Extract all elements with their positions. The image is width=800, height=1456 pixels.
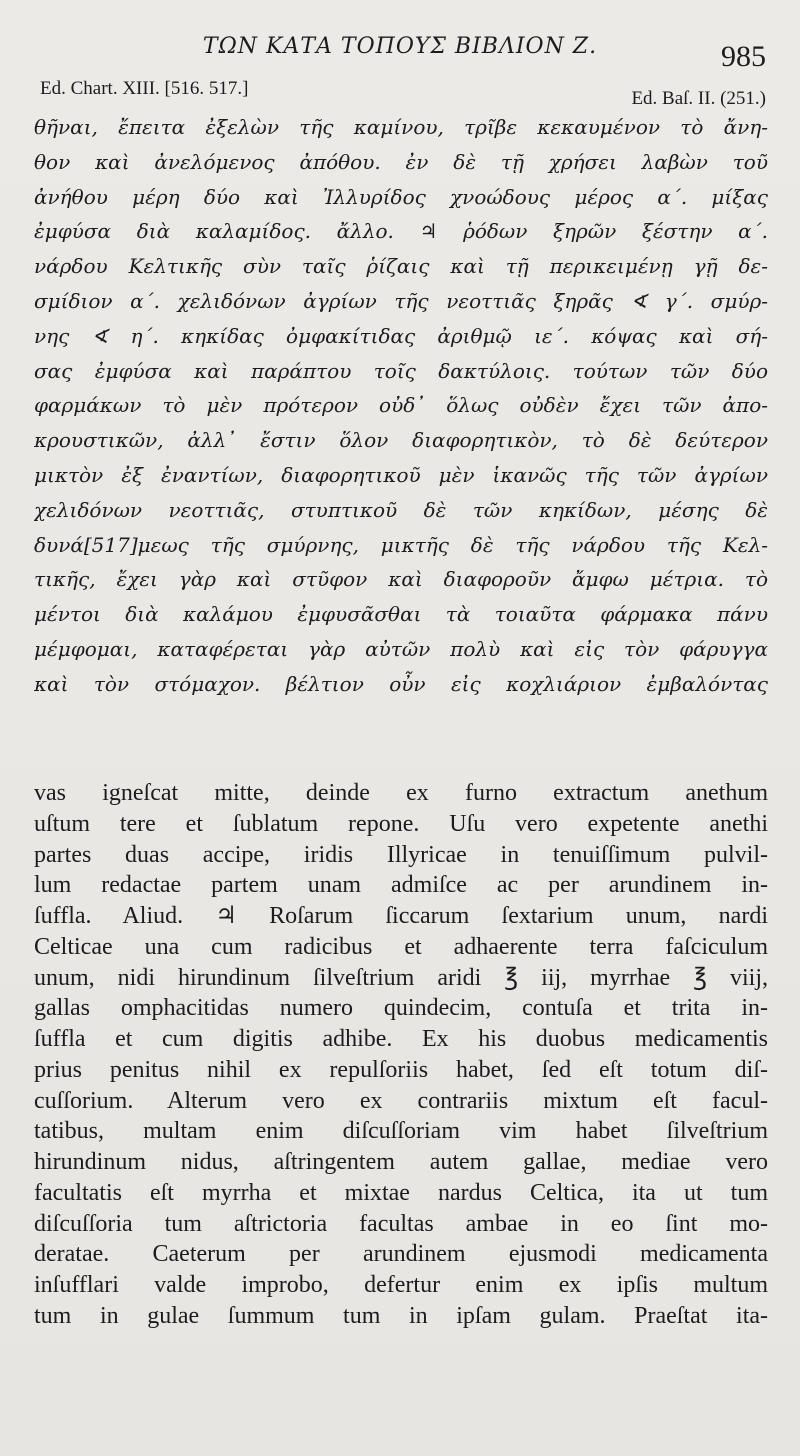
greek-line: μικτὸν ἐξ ἐναντίων, διαφορητικοῦ μὲν ἱκανῶς τῆς τῶν ἀγρίων bbox=[34, 462, 768, 487]
greek-line: μέντοι διὰ καλάμου ἐμφυσᾶσθαι τὰ τοιαῦτα φάρμακα πάνυ bbox=[34, 602, 768, 627]
greek-line: καὶ τὸν στόμαχον. βέλτιον οὖν εἰς κοχλιάριον ἐμβαλόντας bbox=[34, 671, 768, 696]
latin-line: gallas omphacitidas numero quindecim, contuſa et trita in- bbox=[34, 995, 768, 1022]
greek-line: σμίδιον α΄. χελιδόνων ἀγρίων τῆς νεοττιᾶς ξηρᾶς ∢ γ΄. σμύρ- bbox=[34, 288, 768, 313]
greek-line: σας ἐμφύσα καὶ παράπτου τοῖς δακτύλοις. τούτων τῶν δύο bbox=[34, 358, 768, 383]
latin-line: deratae. Caeterum per arundinem ejusmodi medicamenta bbox=[34, 1241, 768, 1268]
greek-line: μέμφομαι, καταφέρεται γὰρ αὐτῶν πολὺ καὶ εἰς τὸν φάρυγγα bbox=[34, 636, 768, 661]
latin-line: lum redactae partem unam admiſce ac per arundinem in- bbox=[34, 872, 768, 899]
latin-line: Celticae una cum radicibus et adhaerente terra faſciculum bbox=[34, 933, 768, 960]
latin-line: hirundinum nidus, aſtringentem autem gallae, mediae vero bbox=[34, 1149, 768, 1175]
greek-line: θον καὶ ἀνελόμενος ἀπόθου. ἐν δὲ τῇ χρήσει λαβὼν τοῦ bbox=[34, 149, 768, 174]
page-number: 985 bbox=[721, 40, 766, 73]
latin-line: unum, nidi hirundinum ſilveſtrium aridi ℥ iij, myrrhae ℥ viij, bbox=[34, 964, 768, 991]
greek-line: τικῆς, ἔχει γὰρ καὶ στῦφον καὶ διαφοροῦν ἄμφω μέτρια. τὸ bbox=[34, 567, 768, 592]
latin-line: diſcuſſoria tum aſtrictoria facultas ambae in eo ſint mo- bbox=[34, 1210, 768, 1237]
edition-basel-ref: Ed. Baſ. II. (251.) bbox=[631, 88, 766, 109]
edition-chartier-ref: Ed. Chart. XIII. [516. 517.] bbox=[40, 78, 249, 99]
latin-line: ſuffla. Aliud. ♃ Roſarum ſiccarum ſextarium unum, nardi bbox=[34, 903, 768, 929]
greek-line: ἀνήθου μέρη δύο καὶ Ἰλλυρίδος χνοώδους μέρος α΄. μίξας bbox=[34, 184, 768, 209]
greek-line: χελιδόνων νεοττιᾶς, στυπτικοῦ δὲ τῶν κηκίδων, μέσης δὲ bbox=[34, 497, 768, 522]
latin-text-block bbox=[34, 778, 768, 1332]
latin-line: uſtum tere et ſublatum repone. Uſu vero expetente anethi bbox=[34, 810, 768, 837]
greek-text-block bbox=[34, 110, 768, 702]
latin-line: inſufflari valde improbo, defertur enim ex ipſis multum bbox=[34, 1272, 768, 1298]
latin-line: cuſſorium. Alterum vero ex contrariis mixtum eſt facul- bbox=[34, 1087, 768, 1114]
greek-line: θῆναι, ἔπειτα ἐξελὼν τῆς καμίνου, τρῖβε κεκαυμένον τὸ ἄνη- bbox=[34, 115, 768, 139]
greek-line: κρουστικῶν, ἀλλ᾽ ἔστιν ὅλον διαφορητικὸν, τὸ δὲ δεύτερον bbox=[34, 428, 768, 453]
greek-line: νης ∢ η΄. κηκίδας ὀμφακίτιδας ἀριθμῷ ιε΄. κόψας καὶ σή- bbox=[34, 323, 768, 348]
latin-line: partes duas accipe, iridis Illyricae in tenuiſſimum pulvil- bbox=[34, 841, 768, 868]
greek-line: φαρμάκων τὸ μὲν πρότερον οὐδ᾽ ὅλως οὐδὲν ἔχει τῶν ἀπο- bbox=[34, 393, 768, 418]
greek-line: δυνά[517]μεως τῆς σμύρνης, μικτῆς δὲ τῆς νάρδου τῆς Κελ- bbox=[34, 532, 768, 557]
latin-line: tum in gulae ſummum tum in ipſam gulam. Praeſtat ita- bbox=[34, 1302, 768, 1329]
greek-line: ἐμφύσα διὰ καλαμίδος. ἄλλο. ♃ ῥόδων ξηρῶν ξέστην α΄. bbox=[34, 219, 768, 244]
latin-line: facultatis eſt myrrha et mixtae nardus Celtica, ita ut tum bbox=[34, 1179, 768, 1206]
latin-line: tatibus, multam enim diſcuſſoriam vim habet ſilveſtrium bbox=[34, 1118, 768, 1145]
latin-line: prius penitus nihil ex repulſoriis habet, ſed eſt totum diſ- bbox=[34, 1056, 768, 1083]
latin-line: ſuffla et cum digitis adhibe. Ex his duobus medicamentis bbox=[34, 1026, 768, 1052]
running-title: ΤΩΝ ΚΑΤΑ ΤΟΠΟΥΣ ΒΙΒΛΙΟΝ Ζ. bbox=[202, 34, 598, 59]
greek-line: νάρδου Κελτικῆς σὺν ταῖς ῥίζαις καὶ τῇ περικειμένῃ γῇ δε- bbox=[34, 254, 768, 279]
latin-line: vas igneſcat mitte, deinde ex furno extractum anethum bbox=[34, 780, 768, 806]
